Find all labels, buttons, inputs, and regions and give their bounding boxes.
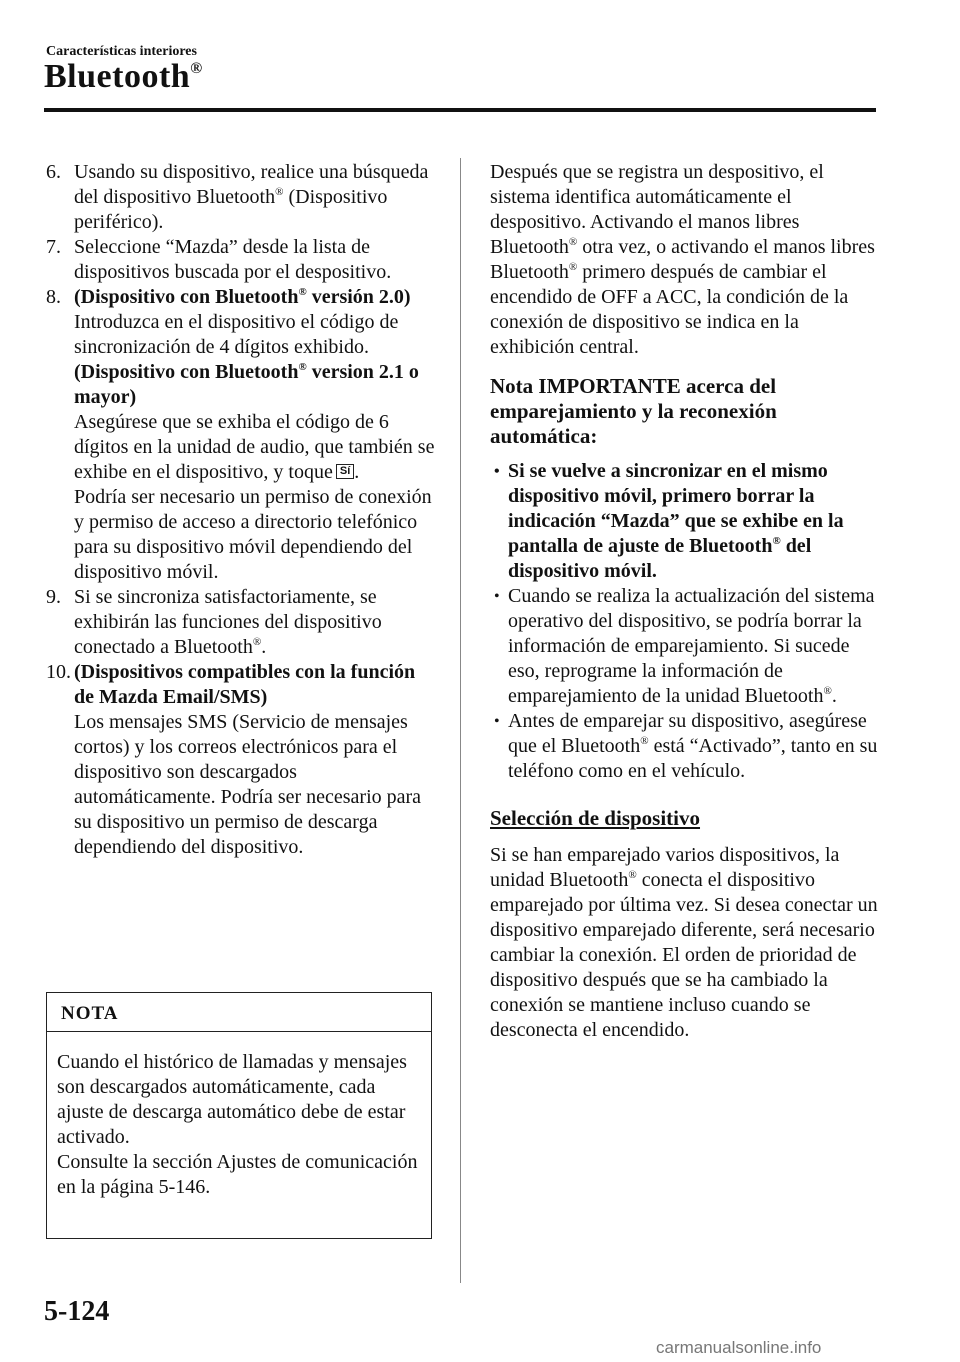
step-8-heading-2-1: (Dispositivo con Bluetooth® version 2.1 o mayor): [74, 361, 419, 408]
selection-heading: Selección de dispositivo: [490, 806, 701, 830]
step-8-heading-2-0: (Dispositivo con Bluetooth® versión 2.0): [74, 286, 411, 308]
selection-paragraph: Si se han emparejado varios dispositivos, la unidad Bluetooth® conecta el dispositivo emparejado por última vez. Si desea conectar un dispositivo emparejado diferente, será necesario cambiar la conexión. El orden de prioridad de dispositivo después que se ha cambiado la conexión se mantiene incluso cuando se desconecta el encendido.: [490, 844, 878, 1041]
bullet-activate: • Antes de emparejar su dispositivo, asegúrese que el Bluetooth® está “Activado”, tanto en su teléfono como en el vehículo.: [494, 710, 878, 782]
watermark: carmanualsonline.info: [656, 1338, 822, 1357]
column-divider: [460, 158, 461, 1283]
note-title: NOTA: [61, 1003, 119, 1024]
si-key-icon: Sí: [336, 464, 354, 479]
left-column: [46, 160, 440, 860]
step-9: 9. Si se sincroniza satisfactoriamente, se exhibirán las funciones del dispositivo conectado a Bluetooth®.: [46, 586, 382, 658]
section-label: Características interiores: [46, 44, 197, 59]
note-text: Cuando el histórico de llamadas y mensajes son descargados automáticamente, cada ajuste de descarga automático debe de estar activado. Consulte la sección Ajustes de comunicación en la página 5-146.: [57, 1051, 418, 1198]
right-column: [490, 160, 882, 1043]
note-box: [46, 992, 432, 1239]
bullet-resync: • Si se vuelve a sincronizar en el mismo dispositivo móvil, primero borrar la indicación “Mazda” que se exhibe en la pantalla de ajuste de Bluetooth® del dispositivo móvil.: [494, 460, 844, 582]
step-6: 6. Usando su dispositivo, realice una búsqueda del dispositivo Bluetooth® (Dispositivo periférico).: [46, 161, 429, 233]
important-heading: Nota IMPORTANTE acerca del emparejamiento y la reconexión automática:: [490, 374, 777, 448]
page-title: Bluetooth®: [44, 58, 203, 95]
page-number: 5-124: [44, 1296, 110, 1327]
bullet-os-update: • Cuando se realiza la actualización del sistema operativo del dispositivo, se podría borrar la información de emparejamiento. Si sucede eso, reprograme la información de emparejamiento de la unidad Bluetooth®.: [494, 585, 875, 707]
step-7: 7. Seleccione “Mazda” desde la lista de dispositivos buscada por el despositivo.: [46, 236, 392, 283]
intro-paragraph: Después que se registra un despositivo, el sistema identifica automáticamente el despositivo. Activando el manos libres Bluetooth® otra vez, o activando el manos libres Bluetooth® primero después de cambiar el encendido de OFF a ACC, la condición de la conexión de dispositivo se indica en la exhibición central.: [490, 161, 875, 358]
step-10: 10. (Dispositivos compatibles con la función de Mazda Email/SMS) Los mensajes SMS (Servicio de mensajes cortos) y los correos electrónicos para el dispositivo son descargados automáticamente. Podría ser necesario para su dispositivo un permiso de descarga dependiendo del dispositivo.: [46, 661, 422, 858]
step-8: 8. (Dispositivo con Bluetooth® versión 2.0) Introduzca en el dispositivo el código de sincronización de 4 dígitos exhibido. (Dispositivo con Bluetooth® version 2.1 o mayor) Asegúrese que se exhiba el código de 6 dígitos en la unidad de audio, que también se exhibe en el dispositivo, y toque Sí . Podría ser necesario un permiso de conexión y permiso de acceso a directorio telefónico para su dispositivo móvil dependiendo del dispositivo móvil.: [46, 286, 435, 583]
header-rule: [44, 108, 876, 112]
note-rule: [47, 1031, 431, 1032]
